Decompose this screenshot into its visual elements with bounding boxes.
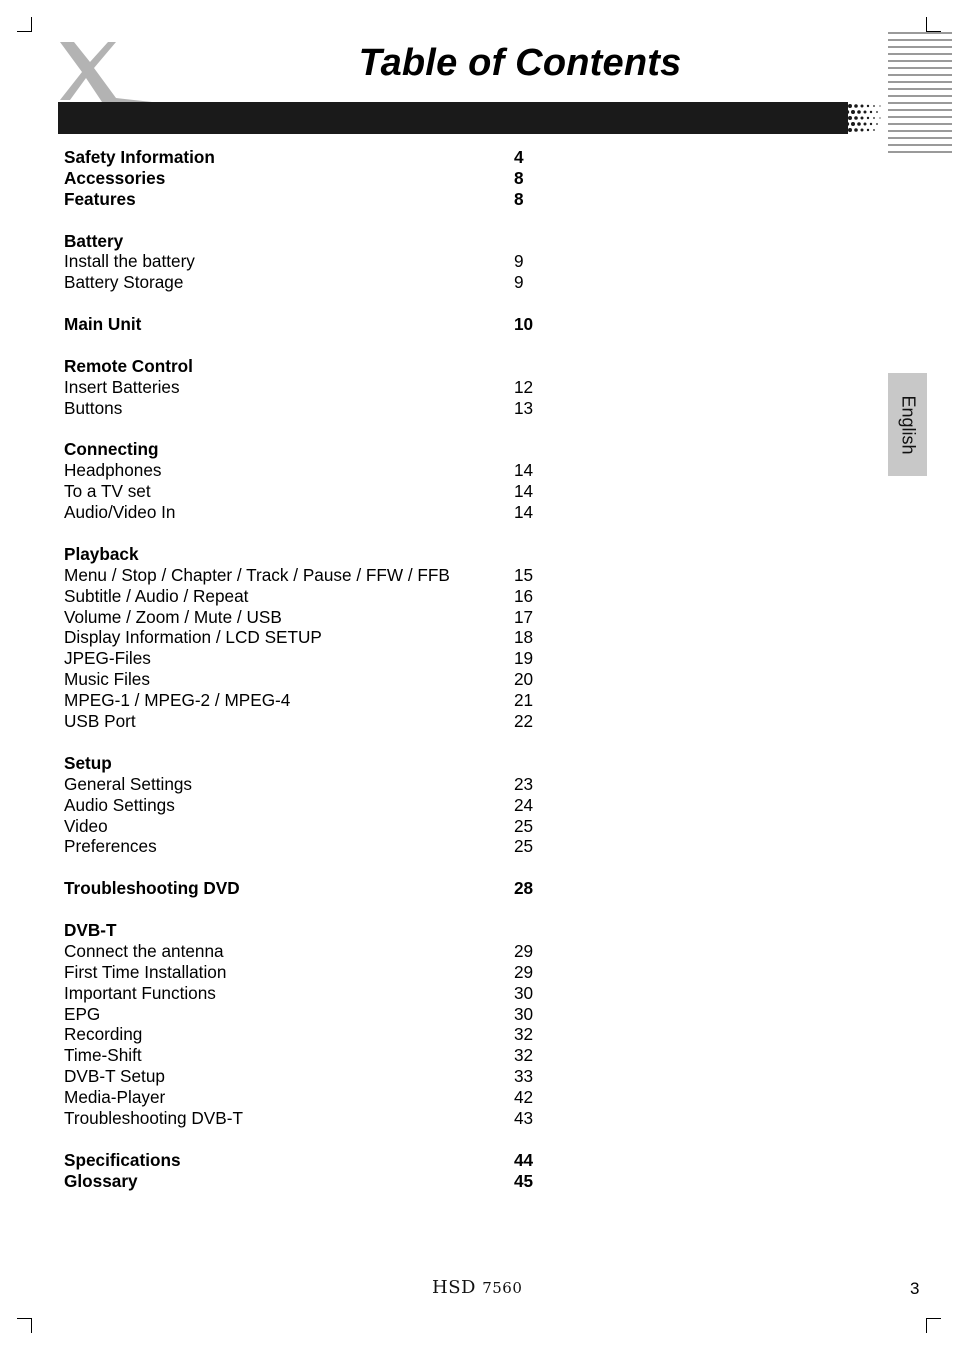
toc-entry-page: 29 [514, 940, 534, 961]
toc-entry [64, 1024, 564, 1045]
toc-entry-label: Battery Storage [64, 272, 184, 293]
toc-entry-label: EPG [64, 1003, 101, 1024]
toc-entry-label: Safety Information [64, 147, 215, 167]
toc-entry-page: 25 [514, 815, 534, 836]
toc-spacer [64, 732, 564, 753]
toc-entry-page: 45 [514, 1170, 534, 1191]
toc-entry-label: Install the battery [64, 251, 195, 272]
toc-entry-label: Connecting [64, 439, 159, 460]
toc-entry [64, 1004, 564, 1025]
toc-entry-page: 44 [514, 1149, 534, 1170]
toc-entry-label: Battery [64, 230, 124, 251]
toc-entry-label: Buttons [64, 397, 123, 418]
toc-spacer [64, 293, 564, 314]
toc-entry [64, 627, 564, 648]
toc-entry-label: Important Functions [64, 982, 216, 1003]
toc-entry [64, 398, 564, 419]
model-number: 7560 [482, 1279, 523, 1297]
toc-entry-label: Connect the antenna [64, 940, 224, 961]
toc-entry [64, 690, 564, 711]
toc-entry-page: 14 [514, 460, 534, 481]
crop-mark-top-right [926, 17, 941, 32]
toc-entry [64, 460, 564, 481]
toc-entry [64, 774, 564, 795]
toc-entry-page: 9 [514, 272, 524, 293]
toc-spacer [64, 899, 564, 920]
toc-entry-label: Recording [64, 1024, 143, 1045]
toc-entry-label: Remote Control [64, 355, 193, 376]
toc-entry [64, 565, 564, 586]
toc-entry-label: Display Information / LCD SETUP [64, 627, 322, 648]
toc-entry-label: Menu / Stop / Chapter / Track / Pause / FFW / FFB [64, 564, 450, 585]
toc-entry-page: 43 [514, 1107, 534, 1128]
toc-entry-label: Preferences [64, 836, 157, 857]
toc-spacer [64, 857, 564, 878]
toc-section-entry [64, 920, 564, 941]
toc-section-entry [64, 544, 564, 565]
table-of-contents [64, 147, 564, 1192]
crop-mark-bottom-left [17, 1318, 32, 1333]
toc-entry-page: 33 [514, 1066, 534, 1087]
toc-entry-page: 32 [514, 1045, 534, 1066]
toc-section-entry [64, 314, 564, 335]
toc-section-entry [64, 878, 564, 899]
toc-entry-label: First Time Installation [64, 961, 227, 982]
toc-entry-label: Specifications [64, 1149, 181, 1170]
toc-entry-label: Audio Settings [64, 794, 175, 815]
toc-entry-page: 10 [514, 314, 534, 335]
toc-entry [64, 1066, 564, 1087]
toc-entry-label: Music Files [64, 669, 150, 690]
toc-entry [64, 711, 564, 732]
toc-entry [64, 251, 564, 272]
toc-entry [64, 795, 564, 816]
toc-entry-label: Troubleshooting DVD [64, 878, 240, 899]
toc-spacer [64, 523, 564, 544]
toc-entry-label: Accessories [64, 167, 166, 188]
toc-entry [64, 607, 564, 628]
toc-entry-page: 20 [514, 669, 534, 690]
toc-entry-page: 15 [514, 564, 534, 585]
toc-entry-label: DVB-T Setup [64, 1066, 165, 1087]
toc-entry [64, 669, 564, 690]
toc-entry [64, 1108, 564, 1129]
header-band [58, 102, 848, 134]
toc-entry [64, 816, 564, 837]
toc-entry-label: DVB-T [64, 919, 117, 940]
toc-entry-label: To a TV set [64, 481, 151, 502]
toc-entry [64, 1045, 564, 1066]
x-logo [56, 40, 156, 104]
page-title: Table of Contents [358, 42, 682, 84]
toc-entry-label: Media-Player [64, 1087, 166, 1108]
toc-spacer [64, 210, 564, 231]
toc-entry-page: 18 [514, 627, 534, 648]
toc-section-entry [64, 753, 564, 774]
toc-entry-page: 32 [514, 1024, 534, 1045]
toc-entry-page: 42 [514, 1087, 534, 1108]
halftone-dots [840, 102, 884, 134]
toc-entry-page: 8 [514, 188, 524, 209]
language-tab-label: English [898, 394, 918, 455]
crop-mark-top-left [17, 17, 32, 32]
toc-entry-label: Volume / Zoom / Mute / USB [64, 606, 282, 627]
toc-entry [64, 941, 564, 962]
toc-entry-page: 14 [514, 481, 534, 502]
toc-section-entry [64, 147, 564, 168]
toc-spacer [64, 335, 564, 356]
toc-entry-page: 8 [514, 167, 524, 188]
toc-entry-label: USB Port [64, 711, 136, 732]
toc-entry-page: 21 [514, 690, 534, 711]
toc-entry [64, 377, 564, 398]
toc-entry-label: General Settings [64, 773, 193, 794]
toc-section-entry [64, 1171, 564, 1192]
toc-entry [64, 648, 564, 669]
model-name [432, 1277, 522, 1298]
toc-entry-label: Main Unit [64, 314, 142, 335]
language-tab [888, 373, 927, 476]
toc-entry-label: Glossary [64, 1170, 138, 1191]
toc-section-entry [64, 168, 564, 189]
toc-entry-page: 23 [514, 773, 534, 794]
toc-entry-label: Setup [64, 752, 112, 773]
toc-section-entry [64, 356, 564, 377]
toc-entry-label: Playback [64, 543, 139, 564]
toc-section-entry [64, 189, 564, 210]
toc-entry-page: 25 [514, 836, 534, 857]
toc-entry-label: Subtitle / Audio / Repeat [64, 585, 249, 606]
toc-section-entry [64, 1150, 564, 1171]
toc-entry-page: 30 [514, 1003, 534, 1024]
toc-entry-label: Insert Batteries [64, 376, 180, 397]
toc-entry-page: 22 [514, 711, 534, 732]
toc-entry-page: 13 [514, 397, 534, 418]
toc-entry-page: 24 [514, 794, 534, 815]
toc-entry-page: 19 [514, 648, 534, 669]
toc-entry [64, 836, 564, 857]
toc-entry [64, 481, 564, 502]
toc-spacer [64, 1129, 564, 1150]
crop-mark-bottom-right [926, 1318, 941, 1333]
toc-entry-label: Troubleshooting DVB-T [64, 1107, 243, 1128]
toc-entry [64, 586, 564, 607]
toc-entry [64, 272, 564, 293]
model-prefix: HSD [432, 1277, 476, 1298]
toc-spacer [64, 419, 564, 440]
toc-section-entry [64, 439, 564, 460]
toc-entry-page: 30 [514, 982, 534, 1003]
toc-entry-page: 9 [514, 251, 524, 272]
toc-entry-label: Headphones [64, 460, 162, 481]
page-number: 3 [910, 1279, 920, 1298]
decorative-stripes [888, 32, 952, 158]
toc-entry-label: Features [64, 188, 136, 209]
toc-entry-page: 12 [514, 376, 534, 397]
toc-entry-label: MPEG-1 / MPEG-2 / MPEG-4 [64, 690, 291, 711]
toc-entry-label: Video [64, 815, 108, 836]
toc-entry [64, 962, 564, 983]
toc-entry [64, 1087, 564, 1108]
toc-entry-page: 16 [514, 585, 534, 606]
toc-entry [64, 983, 564, 1004]
toc-entry-label: Audio/Video In [64, 502, 176, 523]
toc-entry-page: 17 [514, 606, 534, 627]
toc-entry [64, 502, 564, 523]
toc-entry-label: Time-Shift [64, 1045, 142, 1066]
toc-entry-label: JPEG-Files [64, 648, 151, 669]
toc-entry-page: 28 [514, 878, 534, 899]
toc-entry-page: 14 [514, 502, 534, 523]
toc-section-entry [64, 231, 564, 252]
toc-entry-page: 29 [514, 961, 534, 982]
toc-entry-page: 4 [514, 147, 524, 167]
